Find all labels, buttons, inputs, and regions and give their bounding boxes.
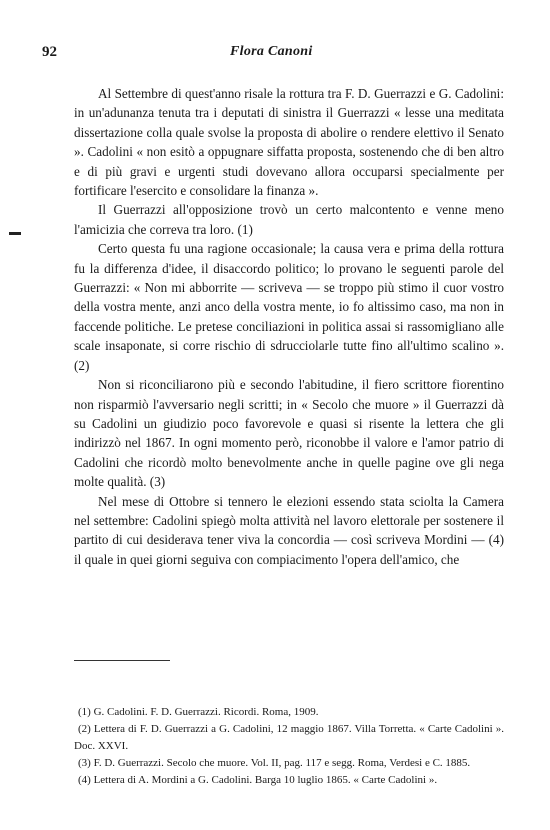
paragraph: Certo questa fu una ragione occasionale; la causa vera e prima della rottura fu la differenza d'idee, il disaccordo politico; lo provano le seguenti parole del Guerrazzi: « Non mi abborrite — scriveva — se troppo più stimo il cuor vostro della vostra mente, anzi anco della vostra mente, io fo altissimo caso, ma non in faccende politiche. Le pretese conciliazioni in politica assai si rassomigliano alle scale insaponate, si corre rischio di sdrucciolarle tutte fino all'ultimo scalino ». (2) xyxy=(74,241,504,373)
footnotes xyxy=(74,704,504,789)
margin-mark xyxy=(9,232,21,235)
page-number: 92 xyxy=(42,44,57,60)
running-head: Flora Canoni xyxy=(230,44,313,59)
footnote: (4) Lettera di A. Mordini a G. Cadolini. Barga 10 luglio 1865. « Carte Cadolini ». xyxy=(78,774,438,786)
paragraph: Il Guerrazzi all'opposizione trovò un certo malcontento e venne meno l'amicizia che correva tra loro. (1) xyxy=(74,202,504,237)
footnote-rule xyxy=(74,660,170,661)
paragraph: Nel mese di Ottobre si tennero le elezioni essendo stata sciolta la Camera nel settembre: Cadolini spiegò molta attività nel lavoro elettorale per sostenere il partito di cui desiderava tener viva la concordia — così scriveva Mordini — (4) il quale in quei giorni seguiva con compiacimento l'opera dell'amico, che xyxy=(74,493,504,567)
page-header xyxy=(40,44,510,64)
footnote: (2) Lettera di F. D. Guerrazzi a G. Cadolini, 12 maggio 1867. Villa Torretta. « Carte Cadolini ». Doc. XXVI. xyxy=(74,723,504,752)
paragraph: Non si riconciliarono più e secondo l'abitudine, il fiero scrittore fiorentino non risparmiò l'avversario negli scritti; in « Secolo che muore » il Guerrazzi dà su Cadolini un giudizio poco favorevole e quasi si risente la lettera che gli indirizzò nel 1867. In ogni momento però, riconobbe il valore e l'amor patrio di Cadolini che ricordò molto benevolmente anche in quelle pagine ove gli nega molte qualità. (3) xyxy=(74,377,504,490)
body-text xyxy=(74,84,504,569)
footnote: (1) G. Cadolini. F. D. Guerrazzi. Ricordi. Roma, 1909. xyxy=(78,706,319,718)
footnote: (3) F. D. Guerrazzi. Secolo che muore. Vol. II, pag. 117 e segg. Roma, Verdesi e C. 1885. xyxy=(78,757,471,769)
paragraph: Al Settembre di quest'anno risale la rottura tra F. D. Guerrazzi e G. Cadolini: in un'adunanza tenuta tra i deputati di sinistra il Guerrazzi « lesse una meditata dissertazione colla quale svolse la proposta di abolire o rendere elettivo il Senato ». Cadolini « non esitò a oppugnare siffatta proposta, sostenendo che di ben altro e di più gravi e urgenti studi dovevano allora occuparsi specialmente per fortificare l'esercito e consolidare la finanza ». xyxy=(74,86,504,199)
